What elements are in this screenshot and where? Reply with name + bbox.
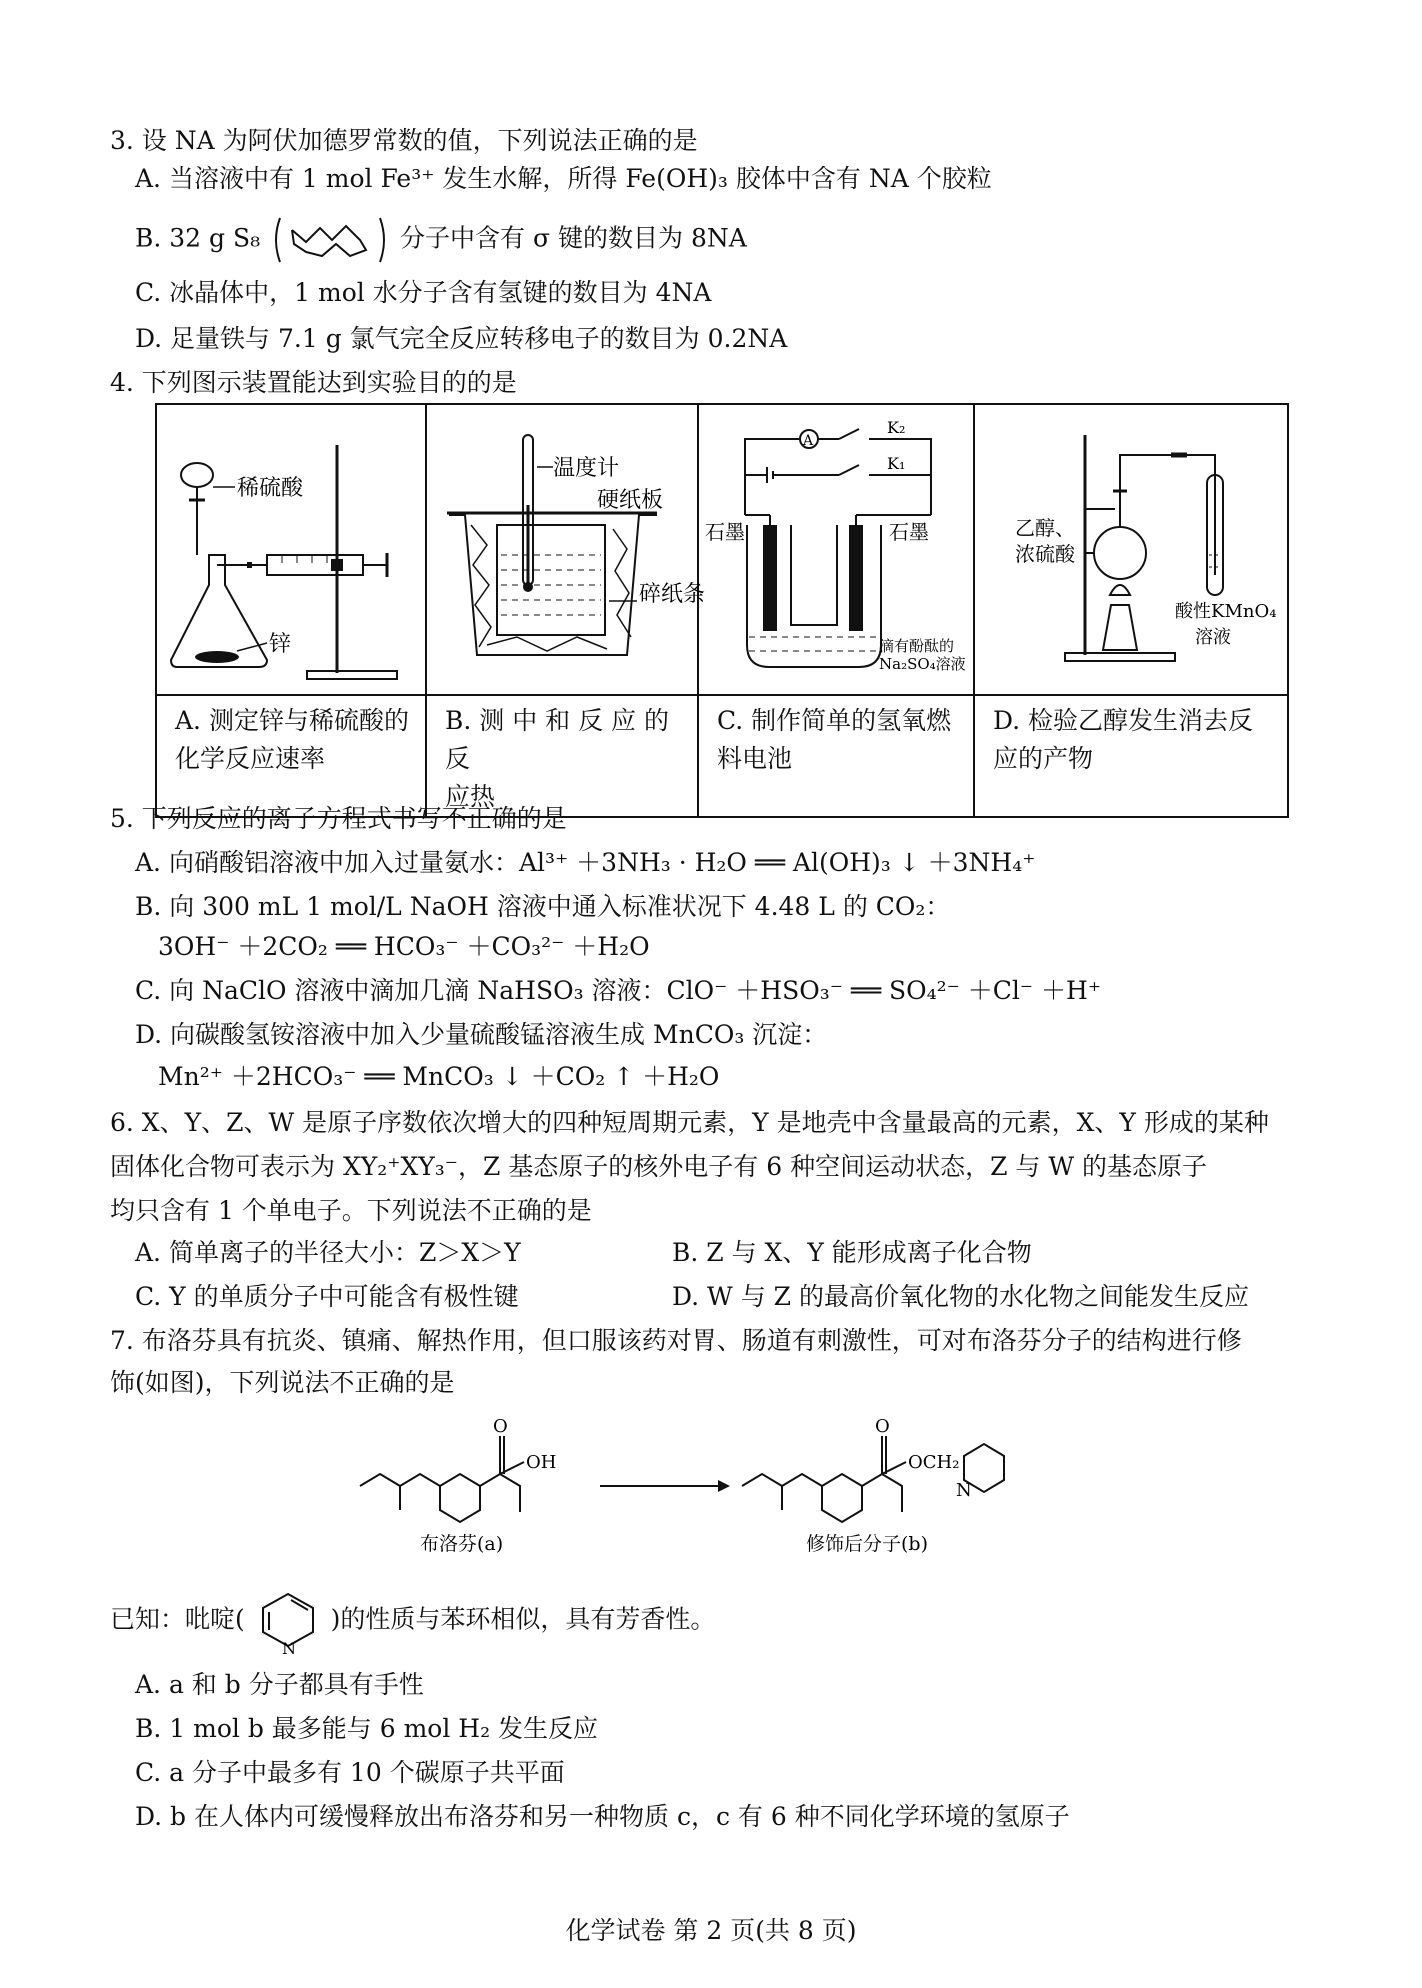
label-conc-sulfuric: 浓硫酸: [1015, 542, 1075, 566]
label-thermometer: 温度计: [553, 456, 620, 481]
q7-option-d: D. b 在人体内可缓慢释放出布洛芬和另一种物质 c，c 有 6 种不同化学环境的氢原子: [135, 1802, 1070, 1831]
s8-ring-structure: [270, 214, 390, 266]
q5-option-d-line2: Mn²⁺ ＋2HCO₃⁻ ══ MnCO₃ ↓ ＋CO₂ ↑ ＋H₂O: [158, 1062, 720, 1091]
label-graphite-right: 石墨: [889, 520, 929, 544]
q5-option-b-line1: B. 向 300 mL 1 mol/L NaOH 溶液中通入标准状况下 4.48 L 的 CO₂：: [135, 892, 951, 921]
q3-option-b-suffix: 分子中含有 σ 键的数目为 8NA: [400, 223, 747, 253]
label-paper-strips: 碎纸条: [639, 582, 706, 607]
pyridine-structure: [253, 1588, 323, 1658]
switch-k1: K₁: [887, 454, 906, 473]
apparatus-d-cell: [974, 404, 1288, 695]
apparatus-b-cell: [426, 404, 706, 695]
label-dilute-acid: 稀硫酸: [237, 476, 304, 501]
label-modified: 修饰后分子(b): [806, 1533, 928, 1555]
hydroxyl-label: OH: [526, 1452, 557, 1473]
label-kmno4: 酸性KMnO₄: [1175, 601, 1277, 622]
label-zinc: 锌: [269, 632, 292, 657]
caption-c: C. 制作简单的氢氧燃 料电池: [698, 695, 974, 817]
switch-k2: K₂: [887, 418, 906, 437]
label-ibuprofen: 布洛芬(a): [420, 1533, 504, 1555]
ester-label: OCH₂: [908, 1452, 960, 1473]
q4-stem: 4. 下列图示装置能达到实验目的的是: [110, 368, 517, 397]
apparatus-c-diagram: [699, 405, 973, 690]
carbonyl-o-b: O: [875, 1416, 890, 1437]
q5-option-b-line2: 3OH⁻ ＋2CO₂ ══ HCO₃⁻ ＋CO₃²⁻ ＋H₂O: [158, 932, 650, 961]
ammeter-icon: A: [803, 433, 814, 449]
q6-option-d: D. W 与 Z 的最高价氧化物的水化物之间能发生反应: [672, 1282, 1249, 1311]
apparatus-a-diagram: [157, 405, 425, 690]
label-solution: 溶液: [1195, 627, 1231, 648]
q5-option-c: C. 向 NaClO 溶液中滴加几滴 NaHSO₃ 溶液：ClO⁻ ＋HSO₃⁻ ══ SO₄²⁻ ＋Cl⁻ ＋H⁺: [135, 976, 1102, 1005]
q3-option-b: [135, 214, 747, 266]
apparatus-d-diagram: [975, 405, 1287, 690]
q7-option-a: A. a 和 b 分子都具有手性: [135, 1670, 424, 1699]
q6-line1: 6. X、Y、Z、W 是原子序数依次增大的四种短周期元素，Y 是地壳中含量最高的元素，X、Y 形成的某种: [110, 1108, 1269, 1137]
carbonyl-o-a: O: [493, 1416, 508, 1437]
q5-option-d-line1: D. 向碳酸氢铵溶液中加入少量硫酸锰溶液生成 MnCO₃ 沉淀：: [135, 1020, 828, 1049]
q6-line3: 均只含有 1 个单电子。下列说法不正确的是: [110, 1196, 592, 1225]
q7-known: [110, 1588, 716, 1658]
label-phenolphthalein: 滴有酚酞的: [879, 637, 955, 655]
q5-stem: 5. 下列反应的离子方程式书写不正确的是: [110, 804, 567, 833]
known-suffix: )的性质与苯环相似，具有芳香性。: [330, 1604, 716, 1634]
apparatus-table: [155, 403, 1289, 818]
pyridine-n: N: [281, 1639, 296, 1658]
ibuprofen-structure: [360, 1436, 524, 1522]
q6-line2: 固体化合物可表示为 XY₂⁺XY₃⁻，Z 基态原子的核外电子有 6 种空间运动状态，Z 与 W 的基态原子: [110, 1152, 1208, 1181]
label-graphite-left: 石墨: [705, 520, 745, 544]
label-ethanol: 乙醇、: [1015, 516, 1075, 540]
caption-d: D. 检验乙醇发生消去反 应的产物: [974, 695, 1288, 817]
caption-a: A. 测定锌与稀硫酸的 化学反应速率: [156, 695, 426, 817]
apparatus-c-cell: [698, 404, 974, 695]
modified-structure: [742, 1436, 1004, 1522]
q3-option-d: D. 足量铁与 7.1 g 氯气完全反应转移电子的数目为 0.2NA: [135, 324, 788, 353]
q7-option-b: B. 1 mol b 最多能与 6 mol H₂ 发生反应: [135, 1714, 599, 1743]
q6-option-a: A. 简单离子的半径大小：Z＞X＞Y: [135, 1238, 521, 1267]
ibuprofen-reaction-figure: [350, 1406, 1070, 1556]
q7-line2: 饰(如图)，下列说法不正确的是: [110, 1368, 455, 1397]
q3-option-c: C. 冰晶体中，1 mol 水分子含有氢键的数目为 4NA: [135, 278, 712, 307]
label-na2so4: Na₂SO₄溶液: [879, 655, 966, 673]
q3-option-a: A. 当溶液中有 1 mol Fe³⁺ 发生水解，所得 Fe(OH)₃ 胶体中含有 NA 个胶粒: [135, 164, 992, 193]
label-cardboard: 硬纸板: [597, 488, 664, 513]
q7-option-c: C. a 分子中最多有 10 个碳原子共平面: [135, 1758, 565, 1787]
apparatus-a-cell: [156, 404, 426, 695]
known-prefix: 已知：吡啶(: [110, 1604, 245, 1634]
pyridine-n-b: N: [956, 1480, 972, 1501]
page-footer: 化学试卷 第 2 页(共 8 页): [565, 1916, 857, 1945]
apparatus-b-diagram: [427, 405, 706, 690]
q6-option-b: B. Z 与 X、Y 能形成离子化合物: [672, 1238, 1032, 1267]
q6-option-c: C. Y 的单质分子中可能含有极性键: [135, 1282, 519, 1311]
caption-b: B. 测 中 和 反 应 的 反 应热: [426, 695, 698, 817]
q7-line1: 7. 布洛芬具有抗炎、镇痛、解热作用，但口服该药对胃、肠道有刺激性，可对布洛芬分子的结构进行修: [110, 1326, 1242, 1355]
q5-option-a: A. 向硝酸铝溶液中加入过量氨水：Al³⁺ ＋3NH₃ · H₂O ══ Al(OH)₃ ↓ ＋3NH₄⁺: [135, 848, 1036, 877]
q3-stem: 3. 设 NA 为阿伏加德罗常数的值，下列说法正确的是: [110, 126, 698, 155]
q3-option-b-prefix: B. 32 g S₈: [135, 223, 261, 253]
